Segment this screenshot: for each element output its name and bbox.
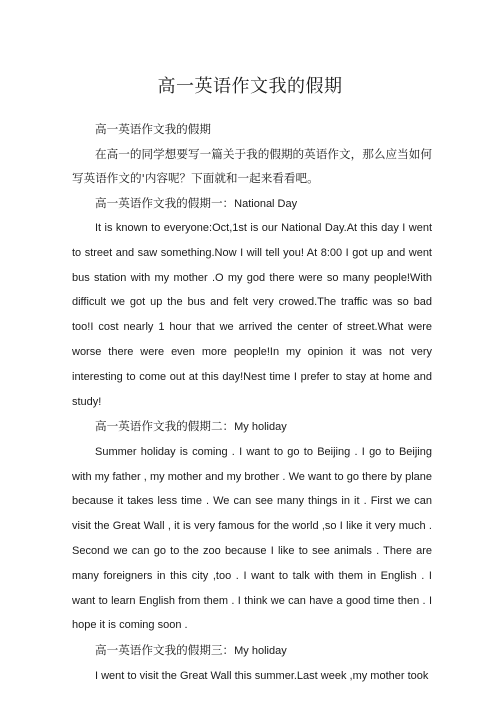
section-heading-3 <box>72 638 432 664</box>
section-heading-2 <box>72 414 432 440</box>
section-body-1: It is known to everyone:Oct,1st is our National Day.At this day I went to street and saw something.Now I will tell you! At 8:00 I got up and went bus station with my mother .O my god there were so many people!With difficult we got up the bus and felt very crowed.The traffic was so bad too!I cost nearly 1 hour that we arrived the center of street.What were worse there were even more people!In my opinion it was not very interesting to come out at this day!Nest time I prefer to stay at home and study! <box>72 222 432 408</box>
subtitle: 高一英语作文我的假期 <box>95 122 211 136</box>
section-heading-zh: 高一英语作文我的假期三： <box>95 643 235 658</box>
intro-paragraph: 在高一的同学想要写一篇关于我的假期的英语作文，那么应当如何写英语作文的'内容呢？下面就和一起来看看吧。 <box>72 146 432 185</box>
section-heading-en: National Day <box>234 197 298 210</box>
section-body-2: Summer holiday is coming . I want to go to Beijing . I go to Beijing with my father , my mother and my brother . We want to go there by plane because it takes less time . We can see many things in it . First we can visit the Great Wall , it is very famous for the world ,so I like it very much . Second we can go to the zoo because I like to see animals . There are many foreigners in this city ,too . I want to talk with them in English . I want to learn English from them . I think we can have a good time then . I hope it is coming soon . <box>72 445 432 632</box>
section-heading-zh: 高一英语作文我的假期一： <box>95 195 235 210</box>
section-heading-en: My holiday <box>234 421 287 434</box>
section-body-3: I went to visit the Great Wall this summer.Last week ,my mother took <box>95 669 429 682</box>
document-title: 高一英语作文我的假期 <box>157 76 343 97</box>
section-heading-en: My holiday <box>234 645 287 658</box>
document-body <box>72 117 432 689</box>
section-heading-zh: 高一英语作文我的假期二： <box>95 419 235 434</box>
section-heading-1 <box>72 191 432 217</box>
